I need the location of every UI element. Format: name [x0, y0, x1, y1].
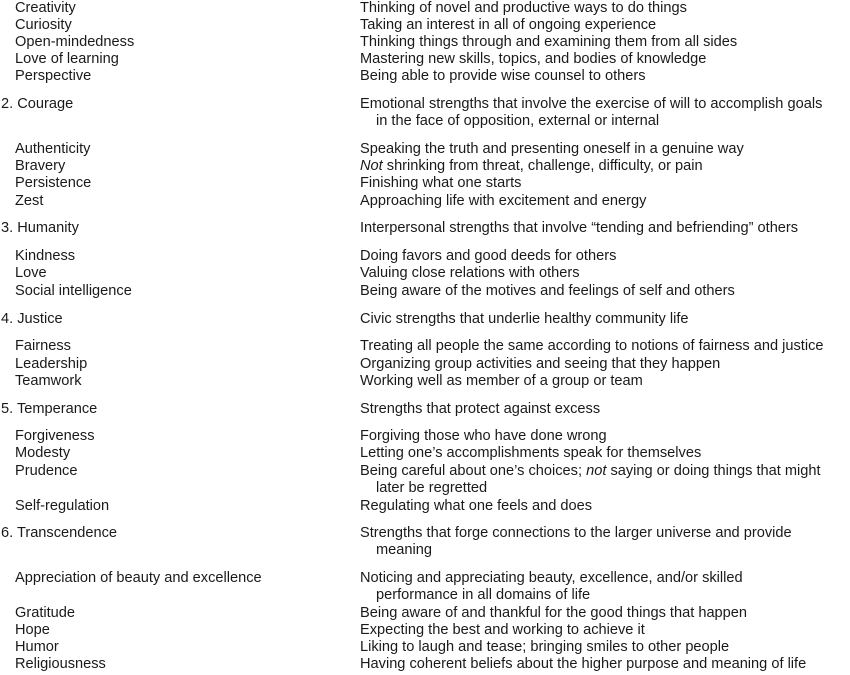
strength-name: Modesty [15, 445, 71, 461]
strength-definition [360, 158, 850, 175]
strength-name: Humor [15, 639, 59, 655]
strength-name: Social intelligence [15, 283, 132, 299]
strength-definition: Letting one’s accomplishments speak for themselves [360, 445, 702, 461]
definition-continuation: performance in all domains of life [376, 587, 591, 604]
strength-name: Curiosity [15, 17, 72, 33]
strength-definition: Working well as member of a group or team [360, 373, 643, 389]
strength-name: Appreciation of beauty and excellence [15, 570, 262, 586]
category-name: 2. Courage [1, 96, 74, 112]
category-name: 5. Temperance [1, 401, 98, 417]
strength-definition: Liking to laugh and tease; bringing smiles to other people [360, 639, 730, 655]
strength-definition: Expecting the best and working to achieve it [360, 622, 645, 638]
category-definition [360, 525, 850, 560]
strength-definition: Approaching life with excitement and energy [360, 193, 647, 209]
strength-definition [360, 570, 850, 605]
definition-line: Emotional strengths that involve the exercise of will to accomplish goals [360, 96, 823, 112]
strength-definition: Finishing what one starts [360, 175, 522, 191]
strength-definition [360, 463, 850, 498]
strength-definition: Being aware of and thankful for the good things that happen [360, 605, 748, 621]
strength-name: Self-regulation [15, 498, 110, 514]
strength-name: Authenticity [15, 141, 91, 157]
strength-name: Open-mindedness [15, 34, 135, 50]
strength-name: Zest [15, 193, 44, 209]
strength-definition: Doing favors and good deeds for others [360, 248, 617, 264]
strength-name: Leadership [15, 356, 88, 372]
strength-name: Kindness [15, 248, 76, 264]
strength-definition: Having coherent beliefs about the higher purpose and meaning of life [360, 656, 807, 672]
strength-definition: Mastering new skills, topics, and bodies of knowledge [360, 51, 707, 67]
strength-name: Love of learning [15, 51, 119, 67]
definition-text: shrinking from threat, challenge, difficulty, or pain [382, 158, 703, 174]
strength-name: Hope [15, 622, 50, 638]
strength-name: Bravery [15, 158, 66, 174]
strength-name: Perspective [15, 68, 92, 84]
strength-definition: Being able to provide wise counsel to others [360, 68, 646, 84]
strength-definition: Forgiving those who have done wrong [360, 428, 607, 444]
strength-name: Love [15, 265, 47, 281]
definition-continuation: meaning [376, 542, 432, 559]
strength-name: Religiousness [15, 656, 106, 672]
definition-continuation: in the face of opposition, external or internal [376, 113, 660, 130]
strength-definition: Organizing group activities and seeing that they happen [360, 356, 721, 372]
strength-definition: Thinking things through and examining them from all sides [360, 34, 738, 50]
strength-definition: Speaking the truth and presenting oneself in a genuine way [360, 141, 744, 157]
emphasis-text: Not [360, 158, 383, 174]
category-name: 3. Humanity [1, 220, 79, 236]
strength-name: Gratitude [15, 605, 76, 621]
strength-definition: Thinking of novel and productive ways to do things [360, 0, 687, 16]
definition-line: Strengths that forge connections to the larger universe and provide [360, 525, 792, 541]
strength-name: Teamwork [15, 373, 82, 389]
category-name: 6. Transcendence [1, 525, 118, 541]
strength-name: Persistence [15, 175, 92, 191]
strength-definition: Valuing close relations with others [360, 265, 580, 281]
strength-definition: Taking an interest in all of ongoing experience [360, 17, 657, 33]
category-definition: Strengths that protect against excess [360, 401, 601, 417]
category-definition [360, 96, 850, 131]
strength-definition: Being aware of the motives and feelings of self and others [360, 283, 735, 299]
definition-line: Noticing and appreciating beauty, excellence, and/or skilled [360, 570, 743, 586]
definition-continuation: later be regretted [376, 480, 488, 497]
strength-name: Prudence [15, 463, 78, 479]
strength-name: Fairness [15, 338, 71, 354]
category-definition: Civic strengths that underlie healthy community life [360, 311, 689, 327]
definition-line [360, 463, 821, 479]
definition-text: Being careful about one’s choices; [360, 463, 587, 479]
category-definition: Interpersonal strengths that involve “tending and befriending” others [360, 220, 799, 236]
strength-name: Forgiveness [15, 428, 95, 444]
strength-definition: Regulating what one feels and does [360, 498, 593, 514]
strength-definition: Treating all people the same according to notions of fairness and justice [360, 338, 824, 354]
category-name: 4. Justice [1, 311, 63, 327]
strength-name: Creativity [15, 0, 76, 16]
emphasis-text: not [586, 463, 607, 479]
definition-tail: saying or doing things that might [606, 463, 821, 479]
